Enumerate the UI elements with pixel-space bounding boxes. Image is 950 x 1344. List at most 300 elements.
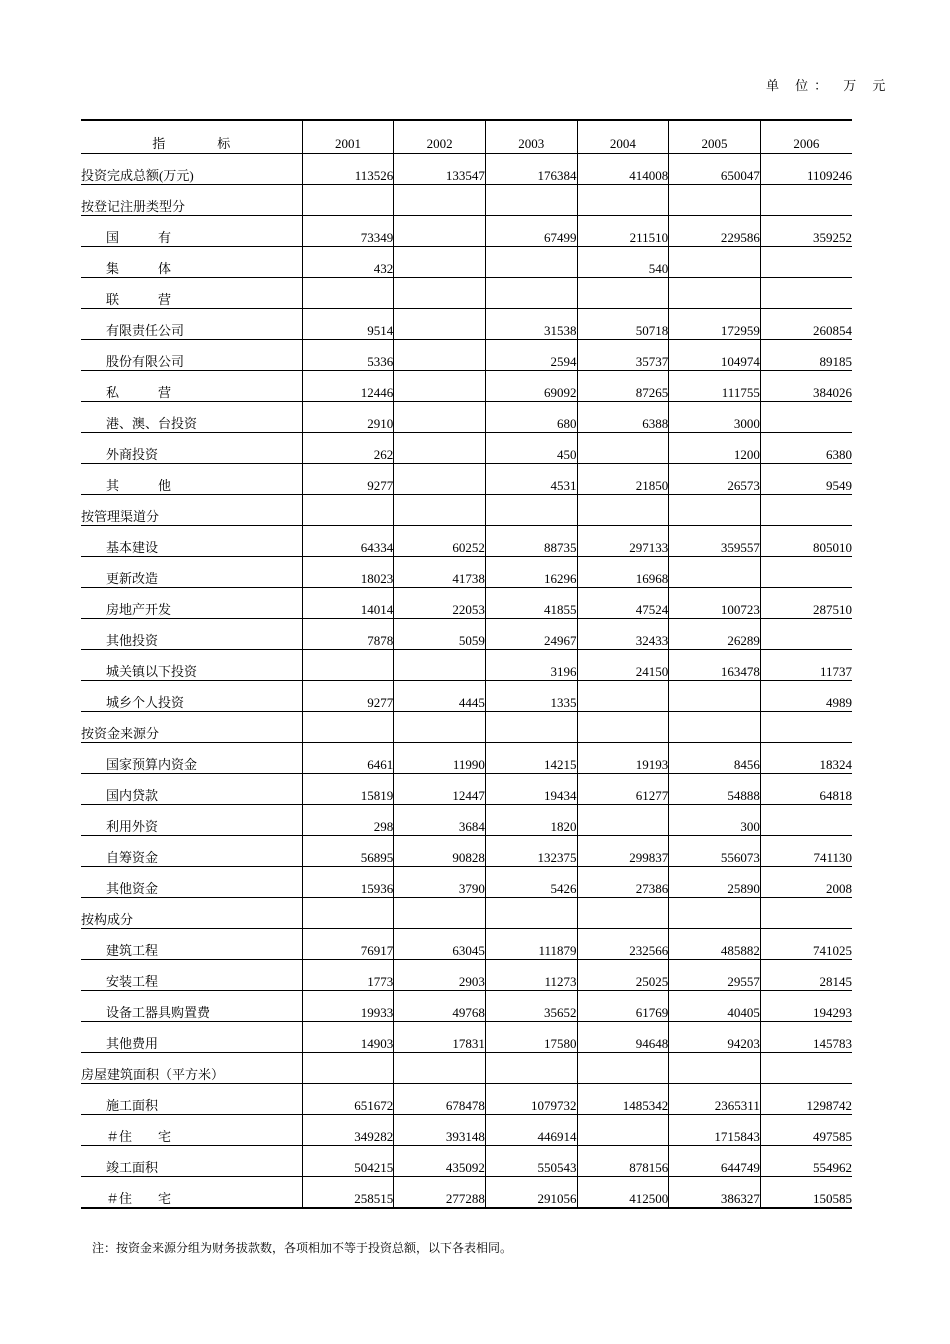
value-cell — [760, 898, 852, 929]
value-cell — [394, 464, 486, 495]
row-label: 集 体 — [106, 261, 172, 276]
row-label: ＃住 宅 — [106, 1191, 172, 1206]
value-cell: 145783 — [760, 1022, 852, 1053]
value-cell: 1298742 — [760, 1084, 852, 1115]
value-cell — [577, 1115, 669, 1146]
row-label: 房屋建筑面积（平方米） — [81, 1067, 225, 1082]
row-label: 基本建设 — [106, 540, 159, 555]
row-label-cell — [81, 1084, 302, 1115]
value-cell: 3196 — [485, 650, 577, 681]
row-label: 按构成分 — [81, 912, 134, 927]
row-label-cell — [81, 743, 302, 774]
value-cell — [394, 495, 486, 526]
value-cell: 56895 — [302, 836, 394, 867]
value-cell: 88735 — [485, 526, 577, 557]
table-row — [81, 619, 852, 650]
value-cell — [485, 898, 577, 929]
table-row — [81, 1177, 852, 1209]
table-row — [81, 216, 852, 247]
value-cell: 35737 — [577, 340, 669, 371]
value-cell: 31538 — [485, 309, 577, 340]
value-cell — [394, 247, 486, 278]
year-header: 2006 — [760, 120, 852, 154]
value-cell: 22053 — [394, 588, 486, 619]
value-cell — [394, 278, 486, 309]
row-label: 其 他 — [106, 478, 172, 493]
row-label-cell — [81, 433, 302, 464]
value-cell — [760, 712, 852, 743]
value-cell: 11737 — [760, 650, 852, 681]
row-label: 投资完成总额(万元) — [81, 168, 194, 183]
value-cell: 176384 — [485, 154, 577, 185]
value-cell: 359252 — [760, 216, 852, 247]
value-cell: 54888 — [669, 774, 761, 805]
table-row — [81, 340, 852, 371]
table-row — [81, 309, 852, 340]
table-row — [81, 1053, 852, 1084]
value-cell — [669, 898, 761, 929]
value-cell — [394, 371, 486, 402]
value-cell — [394, 1053, 486, 1084]
value-cell — [302, 1053, 394, 1084]
row-label: 利用外资 — [106, 819, 159, 834]
value-cell: 73349 — [302, 216, 394, 247]
value-cell: 76917 — [302, 929, 394, 960]
value-cell — [577, 712, 669, 743]
value-cell: 2365311 — [669, 1084, 761, 1115]
value-cell — [669, 1053, 761, 1084]
row-label: 联 营 — [106, 292, 172, 307]
value-cell: 14014 — [302, 588, 394, 619]
value-cell — [302, 898, 394, 929]
table-row — [81, 185, 852, 216]
value-cell — [669, 712, 761, 743]
value-cell: 4445 — [394, 681, 486, 712]
row-label: 港、澳、台投资 — [106, 416, 198, 431]
value-cell: 446914 — [485, 1115, 577, 1146]
value-cell: 61277 — [577, 774, 669, 805]
value-cell: 133547 — [394, 154, 486, 185]
value-cell — [669, 557, 761, 588]
value-cell: 41738 — [394, 557, 486, 588]
row-label-cell — [81, 960, 302, 991]
value-cell — [485, 1053, 577, 1084]
value-cell: 414008 — [577, 154, 669, 185]
footnote: 注：按资金来源分组为财务拔款数，各项相加不等于投资总额，以下各表相同。 — [92, 1241, 513, 1255]
value-cell: 680 — [485, 402, 577, 433]
value-cell: 412500 — [577, 1177, 669, 1209]
value-cell: 384026 — [760, 371, 852, 402]
value-cell: 12447 — [394, 774, 486, 805]
table-header-row — [81, 120, 852, 154]
value-cell: 5059 — [394, 619, 486, 650]
year-header: 2001 — [302, 120, 394, 154]
value-cell — [394, 185, 486, 216]
value-cell — [394, 898, 486, 929]
row-label: 城乡个人投资 — [106, 695, 185, 710]
value-cell: 64818 — [760, 774, 852, 805]
value-cell — [760, 1053, 852, 1084]
value-cell: 8456 — [669, 743, 761, 774]
row-label-cell — [81, 340, 302, 371]
row-label-cell — [81, 464, 302, 495]
value-cell: 651672 — [302, 1084, 394, 1115]
indicator-header — [81, 120, 302, 154]
value-cell: 94648 — [577, 1022, 669, 1053]
row-label-cell — [81, 712, 302, 743]
table-row — [81, 247, 852, 278]
value-cell: 111879 — [485, 929, 577, 960]
value-cell: 260854 — [760, 309, 852, 340]
table-body — [81, 154, 852, 1209]
value-cell: 1200 — [669, 433, 761, 464]
value-cell: 298 — [302, 805, 394, 836]
value-cell — [302, 650, 394, 681]
row-label-cell — [81, 867, 302, 898]
value-cell: 28145 — [760, 960, 852, 991]
table-row — [81, 402, 852, 433]
row-label: ＃住 宅 — [106, 1129, 172, 1144]
row-label: 竣工面积 — [106, 1160, 159, 1175]
row-label-cell — [81, 557, 302, 588]
table-row — [81, 929, 852, 960]
value-cell: 194293 — [760, 991, 852, 1022]
value-cell: 15936 — [302, 867, 394, 898]
value-cell: 67499 — [485, 216, 577, 247]
row-label-cell — [81, 588, 302, 619]
value-cell: 4989 — [760, 681, 852, 712]
value-cell: 1715843 — [669, 1115, 761, 1146]
value-cell: 450 — [485, 433, 577, 464]
table-row — [81, 1022, 852, 1053]
value-cell: 277288 — [394, 1177, 486, 1209]
value-cell: 29557 — [669, 960, 761, 991]
value-cell: 26573 — [669, 464, 761, 495]
value-cell: 14215 — [485, 743, 577, 774]
value-cell: 25025 — [577, 960, 669, 991]
value-cell: 7878 — [302, 619, 394, 650]
value-cell — [577, 495, 669, 526]
value-cell: 11990 — [394, 743, 486, 774]
table-row — [81, 805, 852, 836]
value-cell: 232566 — [577, 929, 669, 960]
row-label: 私 营 — [106, 385, 172, 400]
row-label: 施工面积 — [106, 1098, 159, 1113]
value-cell — [760, 185, 852, 216]
value-cell: 5426 — [485, 867, 577, 898]
row-label: 自筹资金 — [106, 850, 159, 865]
row-label: 国 有 — [106, 230, 172, 245]
value-cell: 172959 — [669, 309, 761, 340]
value-cell: 485882 — [669, 929, 761, 960]
value-cell: 24967 — [485, 619, 577, 650]
value-cell: 678478 — [394, 1084, 486, 1115]
investment-table — [81, 119, 852, 1209]
row-label-cell — [81, 805, 302, 836]
table-row — [81, 774, 852, 805]
value-cell — [669, 185, 761, 216]
value-cell: 359557 — [669, 526, 761, 557]
value-cell — [669, 681, 761, 712]
value-cell: 300 — [669, 805, 761, 836]
table-row — [81, 1115, 852, 1146]
value-cell — [760, 619, 852, 650]
value-cell — [394, 309, 486, 340]
value-cell — [760, 557, 852, 588]
value-cell: 556073 — [669, 836, 761, 867]
value-cell: 878156 — [577, 1146, 669, 1177]
row-label-cell — [81, 1053, 302, 1084]
value-cell: 18023 — [302, 557, 394, 588]
value-cell: 287510 — [760, 588, 852, 619]
value-cell — [577, 681, 669, 712]
row-label-cell — [81, 526, 302, 557]
value-cell: 554962 — [760, 1146, 852, 1177]
value-cell: 2008 — [760, 867, 852, 898]
table-row — [81, 1146, 852, 1177]
value-cell: 1109246 — [760, 154, 852, 185]
value-cell: 1820 — [485, 805, 577, 836]
value-cell: 435092 — [394, 1146, 486, 1177]
row-label: 城关镇以下投资 — [106, 664, 198, 679]
value-cell: 2910 — [302, 402, 394, 433]
value-cell: 19434 — [485, 774, 577, 805]
value-cell: 111755 — [669, 371, 761, 402]
value-cell: 258515 — [302, 1177, 394, 1209]
value-cell: 262 — [302, 433, 394, 464]
value-cell: 100723 — [669, 588, 761, 619]
value-cell: 17831 — [394, 1022, 486, 1053]
row-label-cell — [81, 1177, 302, 1209]
table-row — [81, 867, 852, 898]
value-cell: 150585 — [760, 1177, 852, 1209]
row-label-cell — [81, 991, 302, 1022]
value-cell: 9277 — [302, 464, 394, 495]
value-cell: 6388 — [577, 402, 669, 433]
value-cell: 26289 — [669, 619, 761, 650]
value-cell: 41855 — [485, 588, 577, 619]
value-cell: 40405 — [669, 991, 761, 1022]
row-label-cell — [81, 898, 302, 929]
row-label: 安装工程 — [106, 974, 159, 989]
value-cell — [669, 278, 761, 309]
row-label-cell — [81, 1146, 302, 1177]
row-label: 国内贷款 — [106, 788, 159, 803]
value-cell: 90828 — [394, 836, 486, 867]
year-header: 2004 — [577, 120, 669, 154]
value-cell: 32433 — [577, 619, 669, 650]
value-cell: 1079732 — [485, 1084, 577, 1115]
value-cell: 9549 — [760, 464, 852, 495]
value-cell — [760, 278, 852, 309]
value-cell — [669, 495, 761, 526]
value-cell — [485, 185, 577, 216]
row-label-cell — [81, 774, 302, 805]
row-label: 国家预算内资金 — [106, 757, 198, 772]
value-cell: 87265 — [577, 371, 669, 402]
value-cell: 2594 — [485, 340, 577, 371]
unit-label: 单 位： 万 元 — [766, 79, 892, 94]
row-label: 股份有限公司 — [106, 354, 185, 369]
value-cell: 17580 — [485, 1022, 577, 1053]
value-cell: 12446 — [302, 371, 394, 402]
value-cell: 393148 — [394, 1115, 486, 1146]
value-cell: 16968 — [577, 557, 669, 588]
value-cell: 432 — [302, 247, 394, 278]
row-label: 按登记注册类型分 — [81, 199, 186, 214]
row-label-cell — [81, 371, 302, 402]
value-cell: 14903 — [302, 1022, 394, 1053]
value-cell: 94203 — [669, 1022, 761, 1053]
value-cell: 1773 — [302, 960, 394, 991]
value-cell: 163478 — [669, 650, 761, 681]
value-cell — [577, 898, 669, 929]
row-label-cell — [81, 309, 302, 340]
table-row — [81, 464, 852, 495]
value-cell: 650047 — [669, 154, 761, 185]
value-cell — [302, 185, 394, 216]
value-cell — [302, 495, 394, 526]
value-cell: 3000 — [669, 402, 761, 433]
row-label-cell — [81, 402, 302, 433]
value-cell: 64334 — [302, 526, 394, 557]
value-cell: 132375 — [485, 836, 577, 867]
value-cell — [302, 712, 394, 743]
value-cell: 3684 — [394, 805, 486, 836]
value-cell: 291056 — [485, 1177, 577, 1209]
table-row — [81, 278, 852, 309]
value-cell: 18324 — [760, 743, 852, 774]
indicator-header-label: 指 标 — [152, 136, 231, 151]
table-row — [81, 960, 852, 991]
value-cell: 25890 — [669, 867, 761, 898]
value-cell: 504215 — [302, 1146, 394, 1177]
value-cell: 35652 — [485, 991, 577, 1022]
value-cell — [394, 402, 486, 433]
value-cell: 104974 — [669, 340, 761, 371]
value-cell: 21850 — [577, 464, 669, 495]
value-cell: 113526 — [302, 154, 394, 185]
value-cell: 1485342 — [577, 1084, 669, 1115]
row-label: 房地产开发 — [106, 602, 172, 617]
value-cell: 61769 — [577, 991, 669, 1022]
table-row — [81, 650, 852, 681]
value-cell — [577, 805, 669, 836]
value-cell: 497585 — [760, 1115, 852, 1146]
value-cell: 50718 — [577, 309, 669, 340]
row-label: 其他费用 — [106, 1036, 159, 1051]
value-cell: 15819 — [302, 774, 394, 805]
value-cell: 229586 — [669, 216, 761, 247]
value-cell: 47524 — [577, 588, 669, 619]
table-row — [81, 495, 852, 526]
value-cell — [760, 495, 852, 526]
value-cell — [485, 247, 577, 278]
value-cell — [577, 278, 669, 309]
value-cell — [485, 495, 577, 526]
row-label-cell — [81, 1115, 302, 1146]
row-label-cell — [81, 619, 302, 650]
row-label-cell — [81, 681, 302, 712]
row-label-cell — [81, 650, 302, 681]
value-cell — [394, 712, 486, 743]
year-header: 2003 — [485, 120, 577, 154]
value-cell: 349282 — [302, 1115, 394, 1146]
value-cell: 3790 — [394, 867, 486, 898]
row-label-cell — [81, 247, 302, 278]
row-label: 建筑工程 — [106, 943, 159, 958]
value-cell: 69092 — [485, 371, 577, 402]
row-label: 外商投资 — [106, 447, 159, 462]
value-cell: 805010 — [760, 526, 852, 557]
value-cell: 63045 — [394, 929, 486, 960]
value-cell: 6380 — [760, 433, 852, 464]
row-label: 更新改造 — [106, 571, 159, 586]
value-cell: 2903 — [394, 960, 486, 991]
row-label: 设备工器具购置费 — [106, 1005, 211, 1020]
row-label-cell — [81, 185, 302, 216]
value-cell: 16296 — [485, 557, 577, 588]
value-cell — [577, 433, 669, 464]
table-row — [81, 1084, 852, 1115]
row-label: 其他投资 — [106, 633, 159, 648]
value-cell — [760, 247, 852, 278]
value-cell: 297133 — [577, 526, 669, 557]
table-row — [81, 836, 852, 867]
value-cell: 644749 — [669, 1146, 761, 1177]
table-row — [81, 526, 852, 557]
value-cell: 550543 — [485, 1146, 577, 1177]
table-row — [81, 154, 852, 185]
value-cell — [394, 433, 486, 464]
row-label-cell — [81, 836, 302, 867]
table-row — [81, 712, 852, 743]
value-cell: 19933 — [302, 991, 394, 1022]
row-label: 按管理渠道分 — [81, 509, 160, 524]
table-row — [81, 588, 852, 619]
value-cell: 211510 — [577, 216, 669, 247]
table-row — [81, 371, 852, 402]
value-cell: 386327 — [669, 1177, 761, 1209]
value-cell — [394, 340, 486, 371]
value-cell — [760, 805, 852, 836]
value-cell: 89185 — [760, 340, 852, 371]
row-label: 其他资金 — [106, 881, 159, 896]
value-cell: 299837 — [577, 836, 669, 867]
value-cell: 11273 — [485, 960, 577, 991]
value-cell: 4531 — [485, 464, 577, 495]
value-cell — [394, 650, 486, 681]
row-label: 按资金来源分 — [81, 726, 160, 741]
value-cell — [577, 1053, 669, 1084]
value-cell: 19193 — [577, 743, 669, 774]
table-row — [81, 681, 852, 712]
value-cell: 5336 — [302, 340, 394, 371]
value-cell — [577, 185, 669, 216]
value-cell: 6461 — [302, 743, 394, 774]
value-cell — [485, 278, 577, 309]
table-row — [81, 991, 852, 1022]
value-cell: 540 — [577, 247, 669, 278]
table-row — [81, 557, 852, 588]
value-cell: 741130 — [760, 836, 852, 867]
value-cell: 60252 — [394, 526, 486, 557]
row-label-cell — [81, 1022, 302, 1053]
row-label-cell — [81, 154, 302, 185]
table-row — [81, 898, 852, 929]
year-header: 2005 — [669, 120, 761, 154]
value-cell: 1335 — [485, 681, 577, 712]
